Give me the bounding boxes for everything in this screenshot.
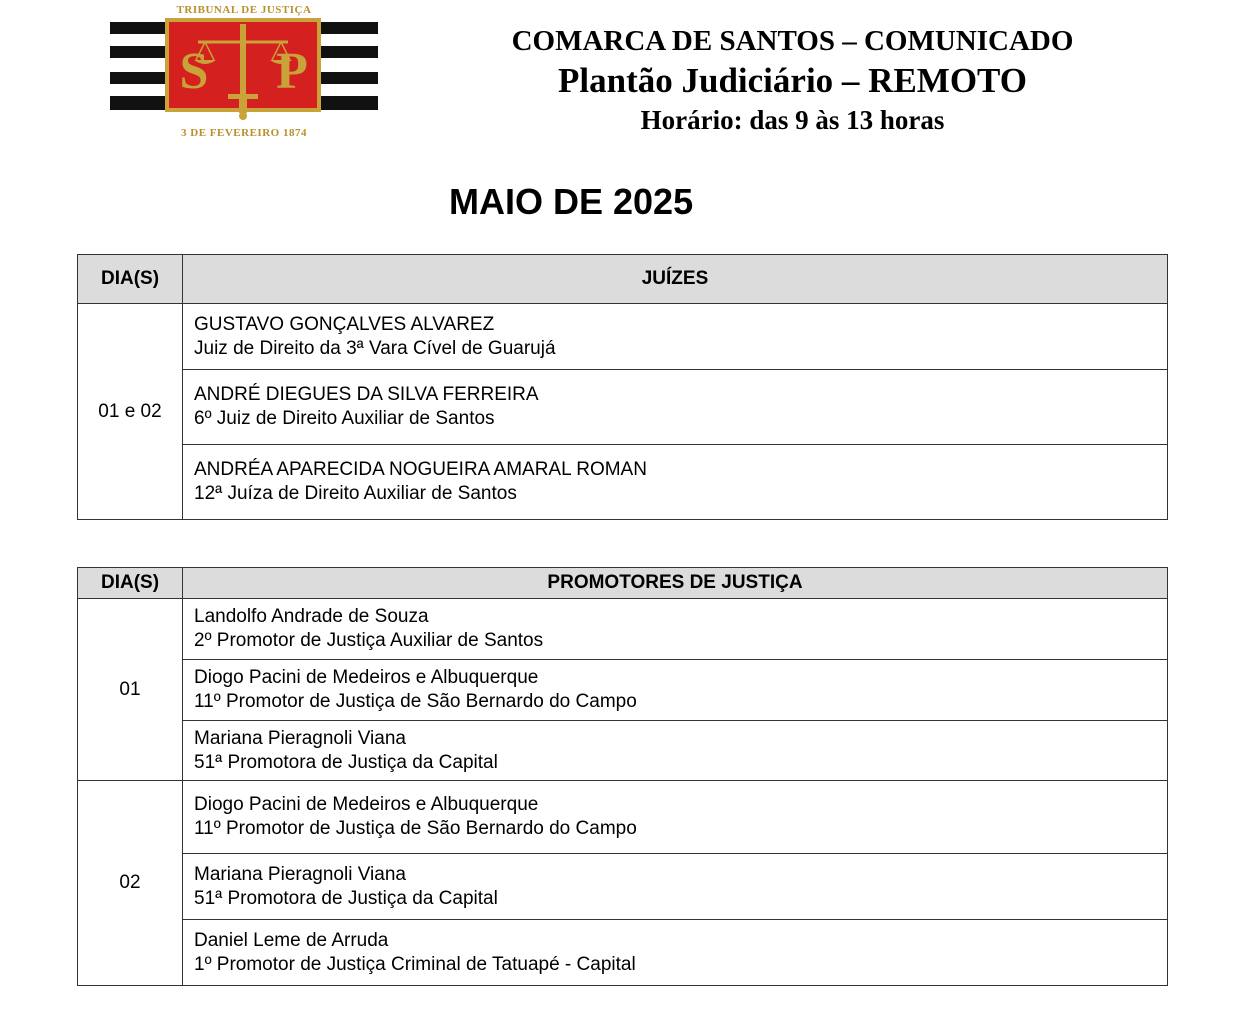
person-cell <box>183 854 1168 920</box>
prosecutors-table <box>77 567 1168 986</box>
person-cell <box>183 920 1168 986</box>
person-role: 11º Promotor de Justiça de São Bernardo do Campo <box>194 818 637 839</box>
header-hours: Horário: das 9 às 13 horas <box>640 105 945 135</box>
person-cell <box>183 781 1168 854</box>
person-role: 51ª Promotora de Justiça da Capital <box>194 751 498 773</box>
table-row <box>78 660 1168 721</box>
judges-table <box>77 254 1168 520</box>
tjsp-emblem <box>110 2 378 140</box>
table-row <box>78 370 1168 445</box>
person-name: Mariana Pieragnoli Viana <box>194 727 406 749</box>
logo-letter-s: S <box>179 43 209 100</box>
month-title: MAIO DE 2025 <box>449 181 694 222</box>
person-role: 11º Promotor de Justiça de São Bernardo do Campo <box>194 691 637 712</box>
person-role: 1º Promotor de Justiça Criminal de Tatuapé - Capital <box>194 953 636 975</box>
tjsp-logo <box>110 2 378 140</box>
person-name: ANDRÉA APARECIDA NOGUEIRA AMARAL ROMAN <box>194 459 647 480</box>
table-row <box>78 854 1168 920</box>
person-role: 6º Juiz de Direito Auxiliar de Santos <box>194 408 495 429</box>
table-header-row <box>78 255 1168 304</box>
person-cell <box>183 304 1168 370</box>
logo-top-text: TRIBUNAL DE JUSTIÇA <box>176 4 312 16</box>
person-cell <box>183 660 1168 721</box>
column-header-prosecutors: PROMOTORES DE JUSTIÇA <box>183 568 1168 599</box>
day-cell: 01 e 02 <box>78 304 183 520</box>
person-role: 2º Promotor de Justiça Auxiliar de Santos <box>194 630 544 651</box>
person-cell <box>183 599 1168 660</box>
logo-letter-p: P <box>276 43 308 100</box>
header-title: COMARCA DE SANTOS – COMUNICADO <box>511 25 1074 57</box>
day-cell: 01 <box>78 599 183 781</box>
table-header-row <box>78 568 1168 599</box>
column-header-days: DIA(S) <box>78 568 183 599</box>
person-name: GUSTAVO GONÇALVES ALVAREZ <box>194 313 495 335</box>
table-row <box>78 721 1168 781</box>
table-row <box>78 445 1168 520</box>
person-role: Juiz de Direito da 3ª Vara Cível de Guarujá <box>194 337 556 359</box>
column-header-judges: JUÍZES <box>183 255 1168 304</box>
table-row <box>78 599 1168 660</box>
person-name: ANDRÉ DIEGUES DA SILVA FERREIRA <box>194 384 539 405</box>
person-cell <box>183 721 1168 781</box>
person-name: Landolfo Andrade de Souza <box>194 606 429 627</box>
table-row <box>78 304 1168 370</box>
table-row <box>78 920 1168 986</box>
logo-bottom-text: 3 DE FEVEREIRO 1874 <box>181 127 307 139</box>
person-role: 12ª Juíza de Direito Auxiliar de Santos <box>194 483 517 504</box>
person-role: 51ª Promotora de Justiça da Capital <box>194 887 498 909</box>
person-cell <box>183 445 1168 520</box>
person-cell <box>183 370 1168 445</box>
person-name: Mariana Pieragnoli Viana <box>194 863 406 885</box>
header-subtitle: Plantão Judiciário – REMOTO <box>558 61 1027 100</box>
document-header <box>440 22 1145 138</box>
person-name: Diogo Pacini de Medeiros e Albuquerque <box>194 667 539 688</box>
column-header-days: DIA(S) <box>78 255 183 304</box>
table-row <box>78 781 1168 854</box>
person-name: Daniel Leme de Arruda <box>194 929 389 951</box>
day-cell: 02 <box>78 781 183 986</box>
person-name: Diogo Pacini de Medeiros e Albuquerque <box>194 794 539 815</box>
